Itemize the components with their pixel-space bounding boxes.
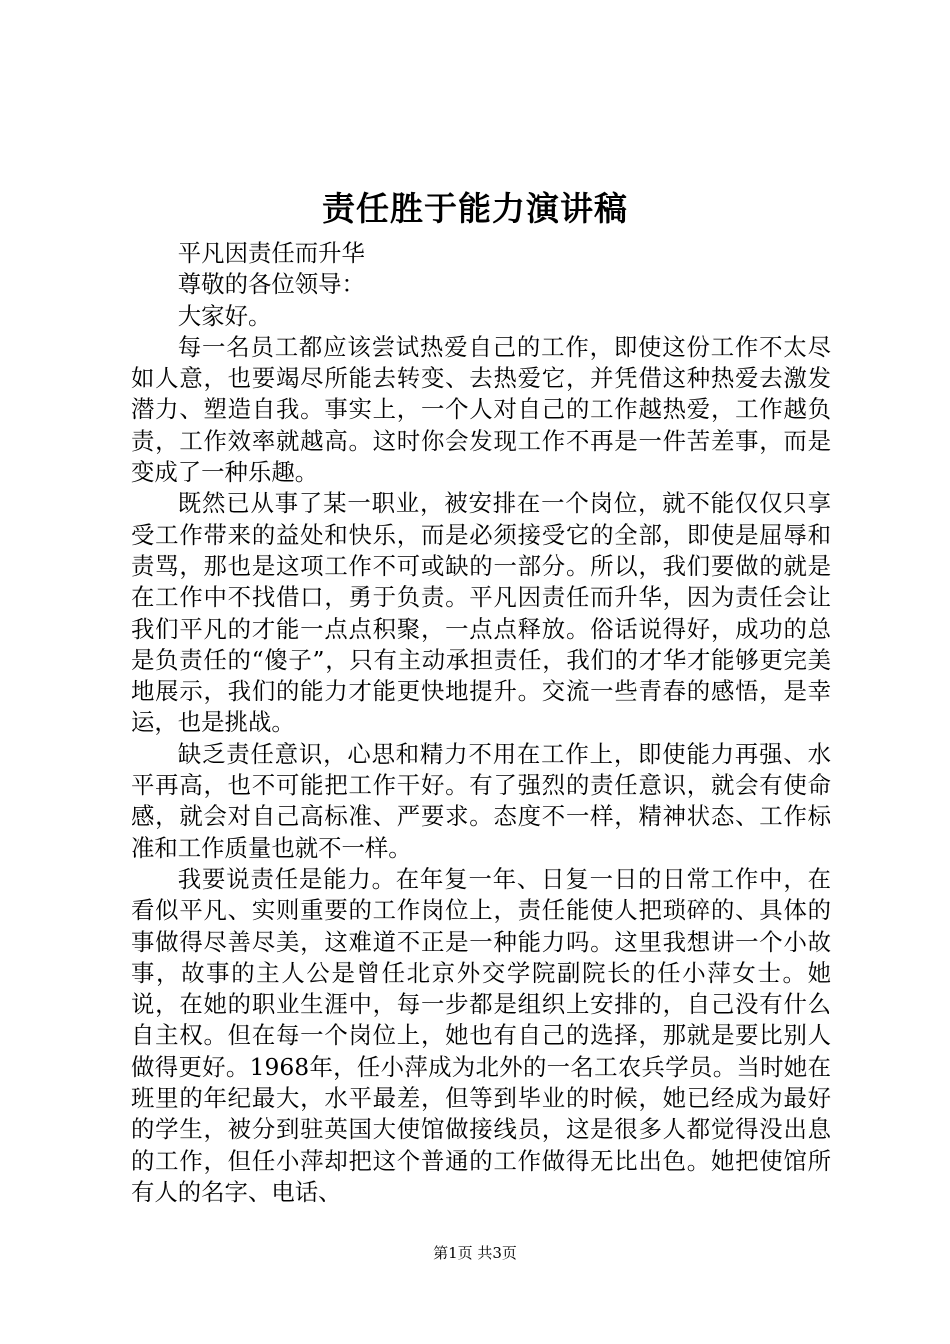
paragraph-4: 我要说责任是能力。在年复一年、日复一日的日常工作中，在看似平凡、实则重要的工作岗位上，责任能使人把琐碎的、具体的事做得尽善尽美，这难道不正是一种能力吗。这里我想讲一个小故事，故事的主人公是曾任北京外交学院副院长的任小萍女士。她说，在她的职业生涯中，每一步都是组织上安排的，自己没有什么自主权。但在每一个岗位上，她也有自己的选择，那就是要比别人做得更好。1968年，任小萍成为北外的一名工农兵学员。当时她在班里的年纪最大，水平最差，但等到毕业的时候，她已经成为最好的学生，被分到驻英国大使馆做接线员，这是很多人都觉得没出息的工作，但任小萍却把这个普通的工作做得无比出色。她把使馆所有人的名字、电话、 xyxy=(131,864,831,1206)
paragraph-3: 缺乏责任意识，心思和精力不用在工作上，即使能力再强、水平再高，也不可能把工作干好。有了强烈的责任意识，就会有使命感，就会对自己高标准、严要求。态度不一样，精神状态、工作标准和工作质量也就不一样。 xyxy=(131,739,831,862)
paragraph-1: 每一名员工都应该尝试热爱自己的工作，即使这份工作不太尽如人意，也要竭尽所能去转变、去热爱它，并凭借这种热爱去激发潜力、塑造自我。事实上，一个人对自己的工作越热爱，工作越负责，工作效率就越高。这时你会发现工作不再是一件苦差事，而是变成了一种乐趣。 xyxy=(131,332,831,487)
paragraph-greeting: 大家好。 xyxy=(177,301,272,330)
paragraph-subtitle: 平凡因责任而升华 xyxy=(177,239,365,267)
page-footer: 第1页 共3页 xyxy=(433,1244,517,1262)
paragraph-2: 既然已从事了某一职业，被安排在一个岗位，就不能仅仅只享受工作带来的益处和快乐，而是必须接受它的全部，即使是屈辱和责骂，那也是这项工作不可或缺的一部分。所以，我们要做的就是在工作中不找借口，勇于负责。平凡因责任而升华，因为责任会让我们平凡的才能一点点积聚，一点点释放。俗话说得好，成功的总是负责任的“傻子”，只有主动承担责任，我们的才华才能够更完美地展示，我们的能力才能更快地提升。交流一些青春的感悟，是幸运，也是挑战。 xyxy=(131,489,831,737)
document-body xyxy=(131,238,831,1208)
paragraph-salutation: 尊敬的各位领导： xyxy=(177,270,365,299)
document-title: 责任胜于能力演讲稿 xyxy=(322,189,628,228)
